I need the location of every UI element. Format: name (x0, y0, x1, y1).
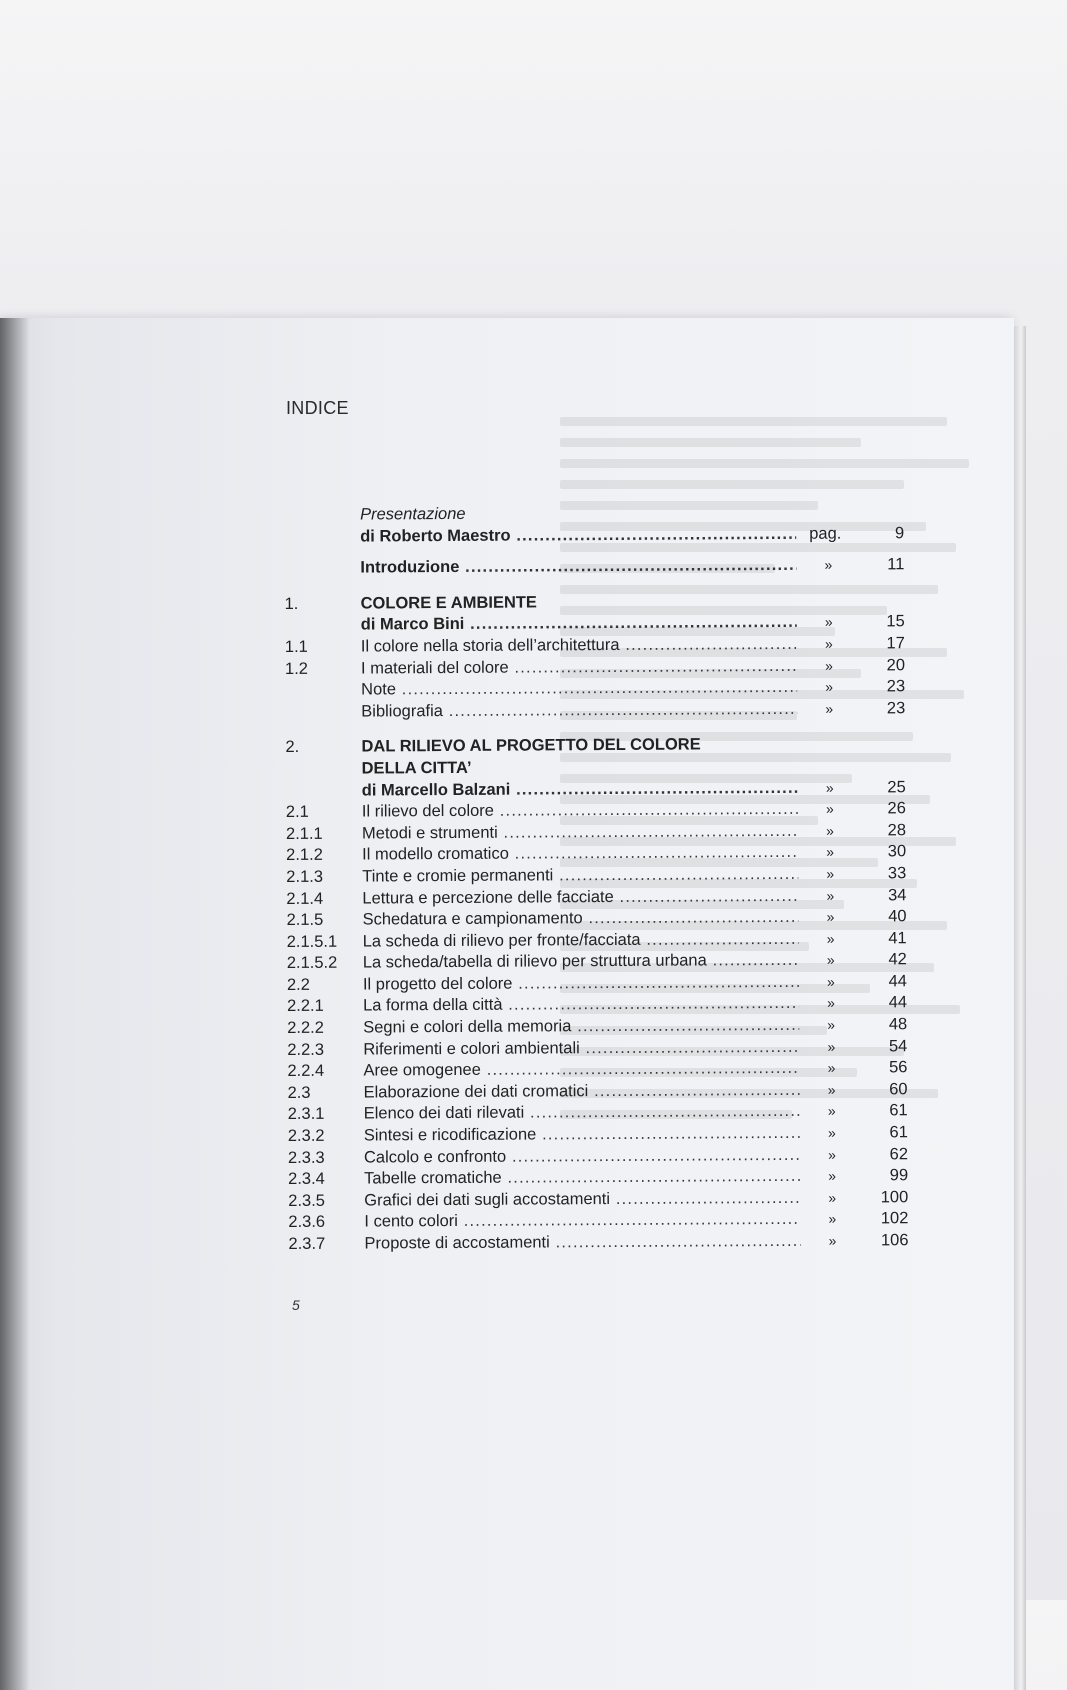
entry-page: 42 (863, 949, 907, 970)
entry-marker: » (810, 1123, 854, 1144)
entry-marker: » (809, 950, 853, 971)
entry-marker: » (809, 1015, 853, 1036)
entry-page: 61 (864, 1101, 908, 1122)
entry-number: 2.3.4 (288, 1169, 325, 1190)
entry-title: Metodi e strumenti ..... (362, 821, 798, 845)
entry-page: 102 (864, 1209, 908, 1230)
entry-number: 2.1.5.2 (287, 953, 338, 974)
entry-page: 23 (861, 698, 905, 719)
entry-number: 2.2.4 (287, 1061, 324, 1082)
entry-marker: » (808, 842, 852, 863)
entry-marker: » (810, 1101, 854, 1122)
entry-marker: » (806, 555, 850, 576)
entry-title: di Roberto Maestro ..... (360, 523, 796, 547)
entry-marker: » (810, 1144, 854, 1165)
entry-title: La scheda di rilievo per fronte/facciata ..... (363, 929, 799, 953)
entry-marker: » (809, 1058, 853, 1079)
entry-title: Riferimenti e colori ambientali ..... (363, 1037, 799, 1061)
entry-number: 2.1.4 (286, 888, 323, 909)
entry-number: 2.1.1 (286, 823, 323, 844)
entry-page: 11 (860, 554, 904, 575)
entry-number: 2.2.1 (287, 996, 324, 1017)
entry-number: 1.2 (285, 658, 308, 679)
entry-title: Lettura e percezione delle facciate ..... (362, 885, 798, 909)
entry-page: 33 (862, 863, 906, 884)
entry-number: 2.2 (287, 975, 310, 996)
entry-marker: » (808, 777, 852, 798)
entry-page: 41 (863, 928, 907, 949)
page-edge (1014, 326, 1026, 1690)
toc-chapter-1 (285, 590, 906, 723)
entry-marker: » (808, 907, 852, 928)
entry-page: 40 (862, 906, 906, 927)
entry-title: La forma della città ..... (363, 993, 799, 1017)
entry-page: 99 (864, 1165, 908, 1186)
entry-title: Tabelle cromatiche ..... (364, 1166, 800, 1190)
entry-title: Aree omogenee ..... (363, 1058, 799, 1082)
entry-number: 2.3.5 (288, 1191, 325, 1212)
entry-title: Segni e colori della memoria ..... (363, 1015, 799, 1039)
entry-number: 2.1.5 (286, 910, 323, 931)
entry-page: 28 (862, 820, 906, 841)
entry-number: 1. (285, 594, 299, 615)
entry-marker: » (809, 928, 853, 949)
entry-marker: » (810, 1231, 854, 1252)
entry-marker: » (810, 1166, 854, 1187)
entry-number: 2.1 (286, 802, 309, 823)
entry-title: di Marcello Balzani ..... (362, 777, 798, 801)
entry-page: 44 (863, 971, 907, 992)
entry-page: 54 (863, 1036, 907, 1057)
entry-marker: pag. (809, 523, 853, 544)
entry-marker: » (810, 1209, 854, 1230)
entry-page: 25 (862, 777, 906, 798)
entry-title: Introduzione ..... (360, 555, 796, 579)
entry-marker: » (807, 612, 851, 633)
entry-title: di Marco Bini ..... (361, 612, 797, 636)
entry-number: 2.3.3 (288, 1147, 325, 1168)
entry-title: Tinte e cromie permanenti ..... (362, 864, 798, 888)
entry-number: 1.1 (285, 637, 308, 658)
entry-title: Presentazione (360, 502, 796, 526)
entry-marker: » (807, 655, 851, 676)
entry-marker: » (809, 993, 853, 1014)
toc-front-section (284, 501, 904, 580)
entry-marker: » (810, 1187, 854, 1208)
entry-title: Bibliografia ..... (361, 699, 797, 723)
entry-page: 26 (862, 798, 906, 819)
entry-marker: » (808, 885, 852, 906)
entry-page: 61 (864, 1122, 908, 1143)
entry-page: 30 (862, 842, 906, 863)
entry-title: Elaborazione dei dati cromatici ..... (364, 1080, 800, 1104)
spine-shadow (0, 318, 30, 1690)
toc-chapter-2 (285, 734, 908, 1256)
entry-page: 56 (863, 1057, 907, 1078)
entry-number: 2.2.2 (287, 1018, 324, 1039)
entry-page: 62 (864, 1144, 908, 1165)
entry-title: Sintesi e ricodificazione ..... (364, 1123, 800, 1147)
entry-page: 34 (862, 885, 906, 906)
entry-number: 2.3 (288, 1083, 311, 1104)
entry-page: 106 (864, 1230, 908, 1251)
entry-marker: » (810, 1079, 854, 1100)
entry-title: Note ..... (361, 677, 797, 701)
entry-page: 23 (861, 676, 905, 697)
entry-marker: » (807, 698, 851, 719)
entry-title: DAL RILIEVO AL PROGETTO DEL COLORE (361, 734, 797, 758)
entry-number: 2.3.6 (288, 1212, 325, 1233)
entry-marker: » (808, 799, 852, 820)
entry-title: Elenco dei dati rilevati ..... (364, 1101, 800, 1125)
table-of-contents (284, 501, 909, 1255)
page-number: 5 (292, 1297, 300, 1313)
entry-number: 2.3.1 (288, 1104, 325, 1125)
entry-page: 60 (864, 1079, 908, 1100)
entry-marker: » (808, 863, 852, 884)
entry-title: Il modello cromatico ..... (362, 842, 798, 866)
entry-title: Grafici dei dati sugli accostamenti ..... (364, 1188, 800, 1212)
entry-title: La scheda/tabella di rilievo per struttura urbana ..... (363, 950, 799, 974)
entry-number: 2.1.3 (286, 867, 323, 888)
entry-number: 2.3.2 (288, 1126, 325, 1147)
entry-page: 48 (863, 1014, 907, 1035)
entry-marker: » (807, 634, 851, 655)
entry-title: Schedatura e campionamento ..... (362, 907, 798, 931)
toc-entry (284, 554, 904, 579)
entry-title: I cento colori ..... (364, 1209, 800, 1233)
entry-page: 44 (863, 993, 907, 1014)
entry-page: 100 (864, 1187, 908, 1208)
entry-title: Calcolo e confronto ..... (364, 1144, 800, 1168)
entry-title: Il progetto del colore ..... (363, 972, 799, 996)
toc-entry (285, 698, 905, 723)
index-heading: INDICE (286, 398, 349, 419)
entry-page: 9 (860, 523, 904, 544)
entry-title: Proposte di accostamenti ..... (364, 1231, 800, 1255)
entry-page: 17 (861, 633, 905, 654)
entry-number: 2.1.5.1 (287, 931, 338, 952)
entry-number: 2. (285, 737, 299, 758)
entry-page: 15 (861, 612, 905, 633)
entry-marker: » (809, 1036, 853, 1057)
entry-marker: » (807, 677, 851, 698)
entry-number: 2.2.3 (287, 1039, 324, 1060)
entry-number: 2.3.7 (288, 1234, 325, 1255)
entry-title: DELLA CITTA’ (362, 756, 798, 780)
entry-title: Il rilievo del colore ..... (362, 799, 798, 823)
entry-page: 20 (861, 655, 905, 676)
entry-title: Il colore nella storia dell’architettura ..... (361, 634, 797, 658)
toc-entry (284, 523, 904, 548)
entry-number: 2.1.2 (286, 845, 323, 866)
entry-title: I materiali del colore ..... (361, 655, 797, 679)
entry-title: COLORE E AMBIENTE (361, 591, 797, 615)
toc-entry (288, 1230, 908, 1255)
entry-marker: » (808, 820, 852, 841)
entry-marker: » (809, 971, 853, 992)
